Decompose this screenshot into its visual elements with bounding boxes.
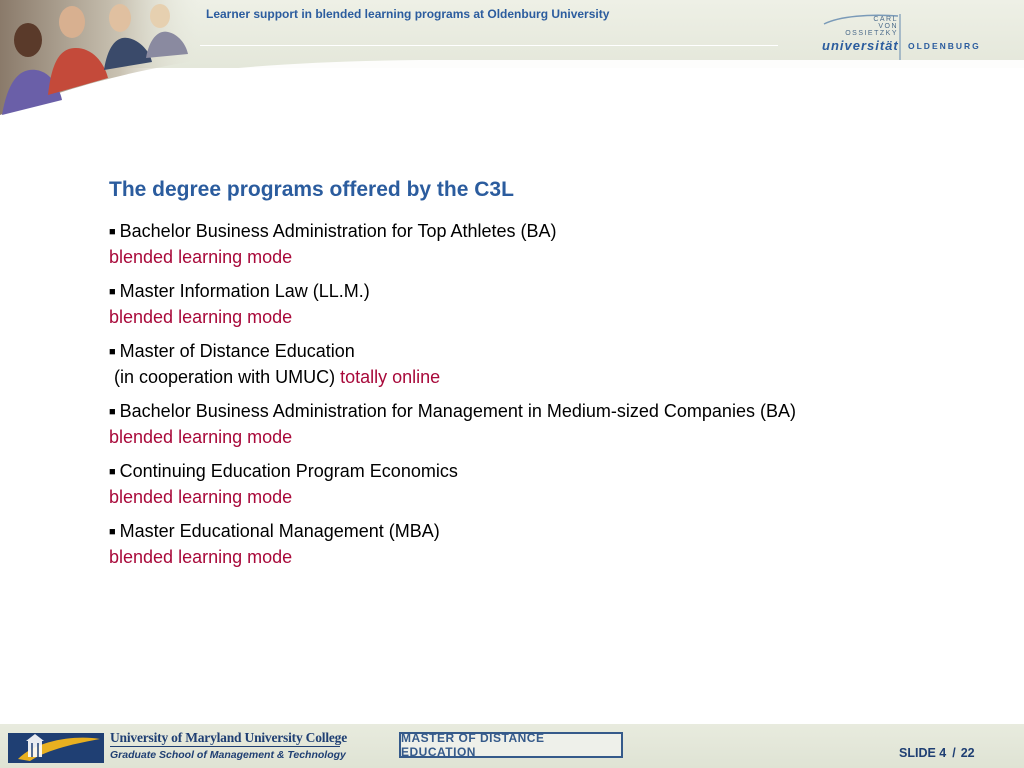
logo-von: VON (878, 23, 898, 30)
logo-swoosh (820, 12, 990, 62)
umuc-logo-icon (8, 729, 104, 765)
program-mode: blended learning mode (109, 247, 293, 267)
program-badge-text: MASTER OF DISTANCE EDUCATION (401, 731, 545, 759)
program-item (109, 399, 796, 450)
square-bullet-icon: ■ (109, 226, 116, 238)
logo-oldenburg: OLDENBURG (908, 41, 981, 51)
program-name: Bachelor Business Administration for Management in Medium-sized Companies (BA) (119, 401, 796, 421)
header-rule (200, 45, 778, 46)
program-mode: totally online (340, 367, 441, 387)
students-photo (0, 0, 200, 118)
program-item (109, 219, 796, 270)
footer-band (0, 724, 1024, 768)
program-name: Master Information Law (LL.M.) (119, 281, 370, 301)
program-item (109, 519, 796, 570)
square-bullet-icon: ■ (109, 526, 116, 538)
header-title: Learner support in blended learning programs at Oldenburg University (206, 7, 610, 21)
program-mode: blended learning mode (109, 547, 293, 567)
slide-total: 22 (960, 746, 975, 760)
slide-label: SLIDE (899, 746, 936, 760)
program-name: Master Educational Management (MBA) (119, 521, 440, 541)
slide-number: 4 (939, 746, 947, 760)
program-badge (399, 732, 623, 758)
logo-universitaet: universität (822, 38, 899, 53)
program-note: (in cooperation with UMUC) (109, 367, 341, 387)
slide-counter (899, 746, 975, 760)
program-mode: blended learning mode (109, 307, 293, 327)
program-item (109, 279, 796, 330)
program-name: Master of Distance Education (119, 341, 355, 361)
program-item (109, 459, 796, 510)
square-bullet-icon: ■ (109, 406, 116, 418)
slide-separator: / (952, 746, 956, 760)
umuc-name: University of Maryland University College (110, 730, 348, 745)
oldenburg-university-logo (820, 12, 990, 62)
square-bullet-icon: ■ (109, 466, 116, 478)
slide-title: The degree programs offered by the C3L (109, 178, 514, 201)
program-list (109, 219, 796, 579)
umuc-rule (110, 746, 340, 747)
square-bullet-icon: ■ (109, 286, 116, 298)
umuc-school: Graduate School of Management & Technology (110, 749, 346, 761)
program-mode: blended learning mode (109, 427, 293, 447)
logo-carl: CARL (873, 16, 898, 23)
program-name: Bachelor Business Administration for Top Athletes (BA) (119, 221, 557, 241)
program-item (109, 339, 796, 390)
program-mode: blended learning mode (109, 487, 293, 507)
program-name: Continuing Education Program Economics (119, 461, 458, 481)
logo-ossietzky: OSSIETZKY (845, 30, 898, 37)
square-bullet-icon: ■ (109, 346, 116, 358)
